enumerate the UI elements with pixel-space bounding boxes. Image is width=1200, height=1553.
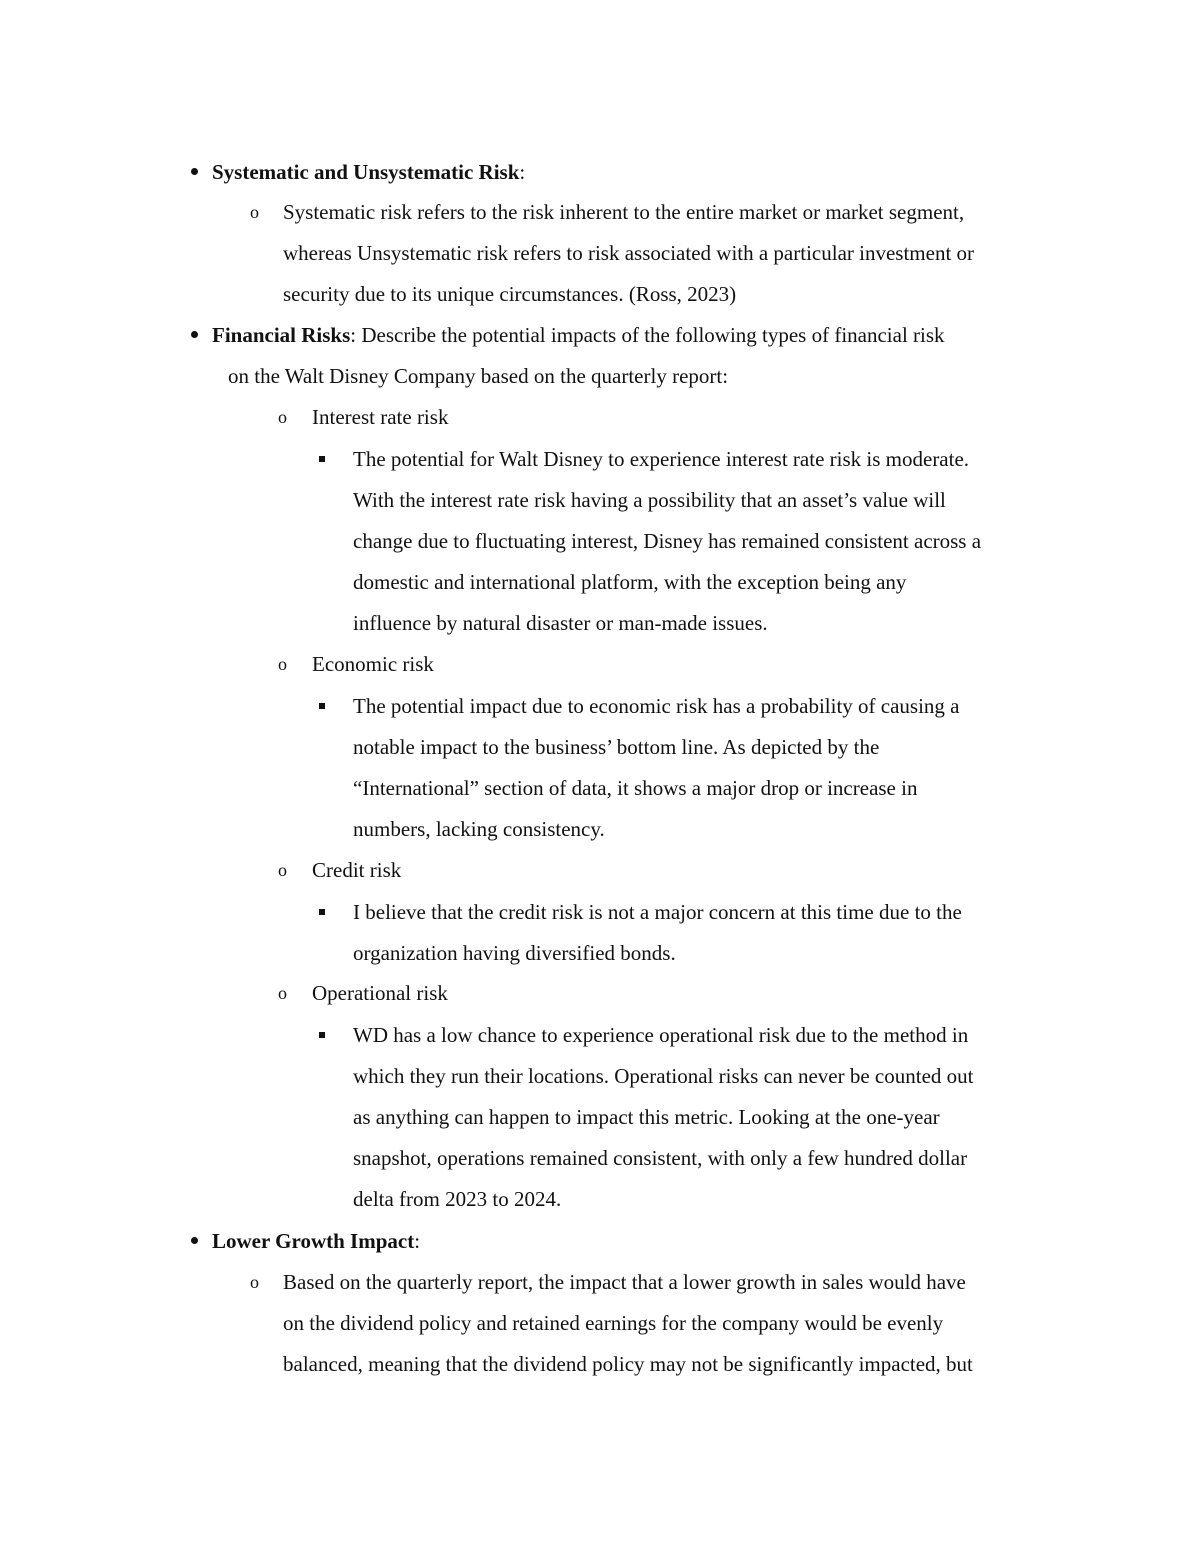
- economic-line-3: “International” section of data, it shows a major drop or increase in: [353, 776, 918, 800]
- heading-systematic: [212, 160, 525, 184]
- item-title-credit-risk: Credit risk: [312, 858, 402, 882]
- bullet-circle-icon: o: [278, 407, 287, 427]
- bullet-disc-icon: [191, 168, 198, 175]
- bullet-circle-icon: o: [250, 1272, 259, 1292]
- heading-systematic-rest: :: [519, 160, 526, 184]
- bullet-square-icon: [319, 456, 325, 462]
- growth-body-line-2: on the dividend policy and retained earnings for the company would be evenly: [283, 1311, 944, 1335]
- heading-growth-bold: Lower Growth Impact: [212, 1229, 415, 1253]
- operational-line-3: as anything can happen to impact this metric. Looking at the one-year: [353, 1105, 940, 1129]
- economic-line-4: numbers, lacking consistency.: [353, 817, 605, 841]
- operational-line-4: snapshot, operations remained consistent, with only a few hundred dollar: [353, 1146, 968, 1170]
- item-title-interest-rate-risk: Interest rate risk: [312, 405, 449, 429]
- operational-line-2: which they run their locations. Operational risks can never be counted out: [353, 1064, 974, 1088]
- economic-line-1: The potential impact due to economic risk has a probability of causing a: [353, 694, 960, 718]
- interest-line-1: The potential for Walt Disney to experience interest rate risk is moderate.: [353, 447, 970, 471]
- operational-line-1: WD has a low chance to experience operational risk due to the method in: [353, 1023, 969, 1047]
- bullet-circle-icon: o: [278, 860, 287, 880]
- heading-financial-rest: : Describe the potential impacts of the following types of financial risk: [350, 323, 945, 347]
- bullet-circle-icon: o: [250, 202, 259, 222]
- credit-line-1: I believe that the credit risk is not a major concern at this time due to the: [353, 900, 962, 924]
- systematic-body-line-1: Systematic risk refers to the risk inherent to the entire market or market segment,: [283, 200, 965, 224]
- bullet-square-icon: [319, 703, 325, 709]
- interest-line-5: influence by natural disaster or man-made issues.: [353, 611, 768, 635]
- operational-line-5: delta from 2023 to 2024.: [353, 1187, 562, 1211]
- heading-systematic-bold: Systematic and Unsystematic Risk: [212, 160, 520, 184]
- heading-financial: [212, 323, 945, 347]
- item-title-economic-risk: Economic risk: [312, 652, 434, 676]
- item-title-operational-risk: Operational risk: [312, 981, 448, 1005]
- heading-financial-bold: Financial Risks: [212, 323, 351, 347]
- bullet-disc-icon: [191, 331, 198, 338]
- interest-line-2: With the interest rate risk having a possibility that an asset’s value will: [353, 488, 946, 512]
- interest-line-3: change due to fluctuating interest, Disney has remained consistent across a: [353, 529, 982, 553]
- credit-line-2: organization having diversified bonds.: [353, 941, 676, 965]
- heading-financial-line-2: on the Walt Disney Company based on the quarterly report:: [228, 364, 729, 388]
- systematic-body-line-2: whereas Unsystematic risk refers to risk associated with a particular investment or: [283, 241, 975, 265]
- bullet-circle-icon: o: [278, 654, 287, 674]
- growth-body-line-1: Based on the quarterly report, the impact that a lower growth in sales would have: [283, 1270, 966, 1294]
- economic-line-2: notable impact to the business’ bottom line. As depicted by the: [353, 735, 880, 759]
- systematic-body-line-3: security due to its unique circumstances. (Ross, 2023): [283, 282, 737, 306]
- bullet-circle-icon: o: [278, 983, 287, 1003]
- growth-body-line-3: balanced, meaning that the dividend policy may not be significantly impacted, but: [283, 1352, 973, 1376]
- heading-growth: [212, 1229, 420, 1253]
- bullet-square-icon: [319, 909, 325, 915]
- bullet-square-icon: [319, 1032, 325, 1038]
- bullet-disc-icon: [191, 1237, 198, 1244]
- heading-growth-rest: :: [414, 1229, 421, 1253]
- interest-line-4: domestic and international platform, with the exception being any: [353, 570, 907, 594]
